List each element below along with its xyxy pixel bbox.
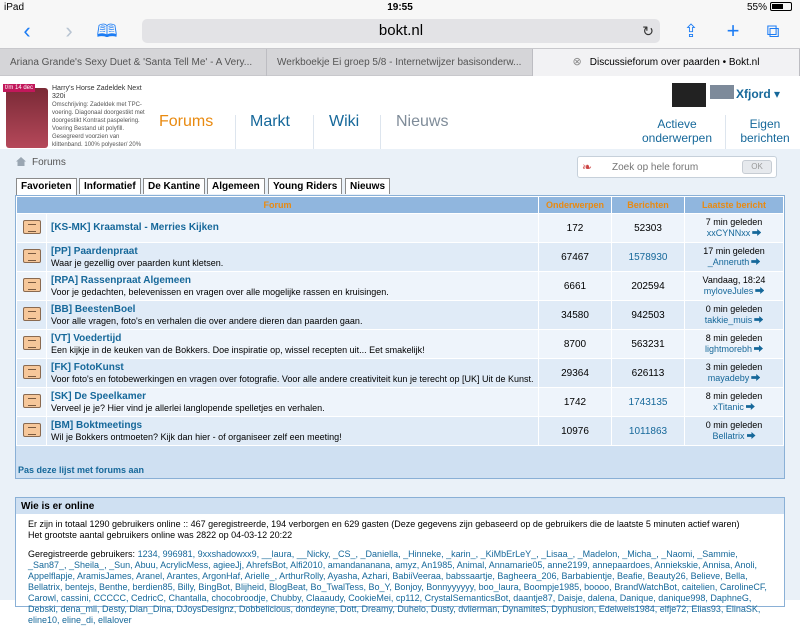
search-box <box>577 156 777 178</box>
forum-description: Voor alle vragen, foto's en verhalen die over andere dieren dan paarden gaan. <box>51 315 363 326</box>
forum-folder-icon <box>23 423 41 437</box>
own-posts-link[interactable]: Eigen berichten <box>740 117 790 145</box>
posts-count: 1578930 <box>612 243 685 272</box>
forum-title-cell <box>47 417 539 446</box>
topics-count: 172 <box>539 214 612 243</box>
ad-product-image <box>6 88 48 148</box>
forum-name-link[interactable]: [SK] De Speelkamer <box>51 390 147 402</box>
last-post-time: Vandaag, 18:24 <box>702 275 766 285</box>
nav-markt[interactable]: Markt <box>250 113 290 130</box>
forward-icon[interactable]: › <box>65 18 73 43</box>
topics-count: 1742 <box>539 388 612 417</box>
go-to-post-icon[interactable] <box>754 316 763 323</box>
topics-count: 34580 <box>539 301 612 330</box>
col-last-post: Laatste bericht <box>685 197 784 214</box>
forum-status-cell <box>17 417 47 446</box>
forum-name-link[interactable]: [KS-MK] Kraamstal - Merries Kijken <box>51 222 219 233</box>
online-heading: Wie is er online <box>16 498 784 515</box>
forum-folder-icon <box>23 278 41 292</box>
address-bar[interactable] <box>142 19 660 43</box>
share-icon[interactable]: ⇪ <box>683 21 699 41</box>
url-text: bokt.nl <box>378 22 424 39</box>
tab-de-kantine[interactable]: De Kantine <box>143 178 205 194</box>
go-to-post-icon[interactable] <box>752 229 761 236</box>
table-row[interactable] <box>17 388 784 417</box>
topics-count: 29364 <box>539 359 612 388</box>
forum-name-link[interactable]: [BB] BeestenBoel <box>51 303 136 315</box>
go-to-post-icon[interactable] <box>754 345 763 352</box>
last-post-user[interactable]: mayadeby <box>707 373 750 383</box>
close-tab-icon[interactable]: ⊗ <box>572 56 582 68</box>
last-post-time: 8 min geleden <box>705 391 763 401</box>
users-label: Geregistreerde gebruikers: <box>28 549 136 559</box>
forum-status-cell <box>17 272 47 301</box>
forum-folder-icon <box>23 336 41 350</box>
last-post-cell <box>685 417 784 446</box>
last-post-time: 0 min geleden <box>705 304 763 314</box>
online-record: Het grootste aantal gebruikers online was 2822 op 04-03-12 20:22 <box>28 530 293 540</box>
table-row[interactable] <box>17 301 784 330</box>
last-post-user[interactable]: xTitanic <box>713 402 744 412</box>
table-row[interactable] <box>17 330 784 359</box>
posts-count: 52303 <box>612 214 685 243</box>
battery-icon <box>770 2 792 11</box>
tab-label: Discussieforum over paarden • Bokt.nl <box>589 57 760 68</box>
forum-name-link[interactable]: [FK] FotoKunst <box>51 361 124 373</box>
last-post-time: 17 min geleden <box>703 246 765 256</box>
bookmarks-icon[interactable]: 🕮 <box>96 21 118 41</box>
posts-count: 563231 <box>612 330 685 359</box>
last-post-user[interactable]: xxCYNNxx <box>706 228 751 238</box>
tab-young-riders[interactable]: Young Riders <box>268 178 342 194</box>
forum-title-cell <box>47 243 539 272</box>
table-row[interactable] <box>17 417 784 446</box>
breadcrumb <box>16 157 66 168</box>
forum-status-cell <box>17 243 47 272</box>
tab-strip <box>0 48 800 76</box>
go-to-post-icon[interactable] <box>751 258 760 265</box>
forum-status-cell <box>17 330 47 359</box>
forum-description: Waar je gezellig over paarden kunt kletsen. <box>51 257 224 268</box>
forum-description: Voor je gedachten, belevenissen en vragen over alle mogelijke rassen en kruisingen. <box>51 286 389 297</box>
search-button[interactable]: OK <box>742 160 772 174</box>
avatar <box>672 83 706 107</box>
forum-status-cell <box>17 301 47 330</box>
browser-toolbar <box>0 16 800 48</box>
posts-count: 202594 <box>612 272 685 301</box>
clock: 19:55 <box>387 2 413 13</box>
col-topics: Onderwerpen <box>539 197 612 214</box>
table-row[interactable] <box>17 359 784 388</box>
online-summary: Er zijn in totaal 1290 gebruikers online :: 467 geregistreerde, 194 verborgen en 629 gasten (Deze gegevens zijn gebaseerd op de gebruikers die de laatste 5 minuten actief waren) <box>28 519 740 529</box>
col-forum: Forum <box>17 197 539 214</box>
last-post-cell <box>685 359 784 388</box>
forum-name-link[interactable]: [VT] Voedertijd <box>51 332 122 344</box>
topics-count: 8700 <box>539 330 612 359</box>
last-post-user[interactable]: Bellatrix <box>712 431 745 441</box>
breadcrumb-forums[interactable]: Forums <box>32 157 66 168</box>
last-post-cell <box>685 272 784 301</box>
posts-count: 1743135 <box>612 388 685 417</box>
last-post-time: 3 min geleden <box>705 362 763 372</box>
nav-divider <box>380 115 381 149</box>
tab-favorieten[interactable]: Favorieten <box>16 178 77 195</box>
content-area <box>0 149 800 625</box>
users-list[interactable]: 1234, 996981, 9xxshadowxx9, __laura, __Nicky, _CS_, _Daniella, _Hinneke, _karin_, _KiMbErLeY_, _Lisaa_, _Madelon, _Micha_, _Naomi, _Sammie, _San87_, _Sheila_, _Sun, Abuu, AcrylicMess, agieeJj, AhrefsBot, Alfi2010, amandananana, amyz, An1985, Animal, Annamarie05, anne2199, annepaardoes, Anniekskie, Annisa, Anoli, Appelflapje, AramisJames, Aranel, Arantes, ArgonHaf, Arielle_, ArthurRolly, Ayasha, Azhari, BabiiVeeraa, babssaartje, Bagheera_206, Barbabientje, Beafie, Beauty26, Believe, Bella, Bellatrix, bentejs, Benthe, berdien85, Billy, BingBot, Blijheid, BlogBeat, Bo_TwalTess, Bo_Y, Bonjoy, Bonnyyyyyy, boo_laura, Boompje1985, boooo, BrandWatchBot, caitelien, CarolineCF, Carowl, cassini, CCCCC, CedricC, Chantalla, chocobroodje, Chubby, Claaaudy, CookieMei, cp112, CrystalSemanticsBot, daantje87, Daisje, dalena, Danique, danique998, DaphneG, Debski, dena_mii, Desty, Dian_Dina, DJoysDesignz, Dobbelicious, dondeyne, Dott, Dreamy, Duhelo, Dusty, dvlierman, DynamiteS, Dyphusion, Edelweis1984, elfje72, Elias93, ElinaSK, eline10, eline_di, ellalover <box>28 549 767 625</box>
nav-nieuws[interactable]: Nieuws <box>396 113 449 130</box>
topics-count: 6661 <box>539 272 612 301</box>
device-label: iPad <box>4 2 25 13</box>
table-row[interactable] <box>17 272 784 301</box>
ad-description: Omschrijving: Zadeldek met TPC-voering. Diagonaal doorgestikt met doorgestikt Kontrast paspelering. Voering Bestand uit polyfill. Gesegreerd voorzien van klittenband. 100% polyester/ 20% <box>52 102 145 148</box>
go-to-post-icon[interactable] <box>747 432 756 439</box>
username: Xfjord <box>736 87 771 101</box>
ad-badge: t/m 14 dec <box>5 85 34 91</box>
customize-forum-list-link[interactable]: Pas deze lijst met forums aan <box>18 465 145 475</box>
last-post-cell <box>685 243 784 272</box>
tab-algemeen[interactable]: Algemeen <box>207 178 265 194</box>
last-post-user[interactable]: takkie_muis <box>704 315 753 325</box>
forum-description: Een kijkje in de keuken van de Bokkers. Doe inspiratie op, wissel recepten uit... Eet smakelijk! <box>51 344 425 355</box>
forum-title-cell <box>47 359 539 388</box>
forum-folder-icon <box>23 394 41 408</box>
home-icon[interactable] <box>16 157 26 166</box>
battery-percent: 55% <box>746 2 767 13</box>
tab-nieuws[interactable]: Nieuws <box>345 178 390 194</box>
forum-list <box>16 196 784 446</box>
site-header <box>0 77 800 149</box>
last-post-user[interactable]: myloveJules <box>703 286 754 296</box>
posts-count: 942503 <box>612 301 685 330</box>
col-posts: Berichten <box>612 197 685 214</box>
advertisement[interactable] <box>0 82 148 148</box>
go-to-post-icon[interactable] <box>755 287 764 294</box>
forum-title-cell <box>47 301 539 330</box>
table-row[interactable] <box>17 214 784 243</box>
tab-label: Ariana Grande's Sexy Duet & 'Santa Tell Me' - A Very... <box>10 57 253 68</box>
battery-indicator <box>747 2 792 13</box>
forum-description: Wil je Bokkers ontmoeten? Kijk dan hier - of organiseer zelf een meeting! <box>51 431 342 442</box>
new-tab-icon[interactable]: + <box>726 18 740 43</box>
posts-count: 626113 <box>612 359 685 388</box>
topics-count: 67467 <box>539 243 612 272</box>
nav-divider <box>235 115 236 149</box>
posts-count: 1011863 <box>612 417 685 446</box>
forum-title-cell <box>47 272 539 301</box>
nav-wiki[interactable]: Wiki <box>329 113 360 130</box>
forum-title-cell <box>47 214 539 243</box>
forum-title-cell <box>47 330 539 359</box>
last-post-time: 8 min geleden <box>705 333 763 343</box>
forum-table <box>15 195 785 479</box>
ad-title: Harry's Horse Zadeldek Next 320i <box>52 85 142 100</box>
forum-name-link[interactable]: [RPA] Rassenpraat Algemeen <box>51 274 192 286</box>
horse-logo-icon: ❧ <box>582 160 593 174</box>
last-post-cell <box>685 214 784 243</box>
go-to-post-icon[interactable] <box>746 403 755 410</box>
last-post-cell <box>685 330 784 359</box>
forum-folder-icon <box>23 220 41 234</box>
forum-folder-icon <box>23 307 41 321</box>
last-post-cell <box>685 301 784 330</box>
forum-status-cell <box>17 388 47 417</box>
topics-count: 10976 <box>539 417 612 446</box>
forum-description: Voor foto's en fotobewerkingen en vragen over fotografie. Voor alle andere creativiteit kun je terecht op [UK] Uit de Kunst. <box>51 373 534 384</box>
forum-status-cell <box>17 359 47 388</box>
forum-folder-icon <box>23 365 41 379</box>
forum-name-link[interactable]: [BM] Boktmeetings <box>51 419 143 431</box>
nav-divider <box>313 115 314 149</box>
search-input[interactable] <box>612 159 742 175</box>
back-icon[interactable]: ‹ <box>23 18 31 43</box>
forum-status-cell <box>17 214 47 243</box>
nav-forums[interactable]: Forums <box>159 113 214 130</box>
last-post-cell <box>685 388 784 417</box>
active-topics-link[interactable]: Actieve onderwerpen <box>641 117 713 145</box>
chevron-down-icon: ▾ <box>774 87 781 101</box>
registered-users <box>28 549 772 626</box>
forum-description: Verveel je je? Hier vind je allerlei langlopende spelletjes en verhalen. <box>51 402 325 413</box>
forum-folder-icon <box>23 249 41 263</box>
forum-title-cell <box>47 388 539 417</box>
last-post-time: 7 min geleden <box>705 217 763 227</box>
last-post-user[interactable]: lightmorebh <box>704 344 753 354</box>
go-to-post-icon[interactable] <box>751 374 760 381</box>
tab-werkboekje[interactable] <box>267 49 533 76</box>
forum-name-link[interactable]: [PP] Paardenpraat <box>51 245 138 257</box>
tab-bokt[interactable] <box>533 49 800 76</box>
tab-label: Werkboekje Ei groep 5/8 - Internetwijzer basisonderw... <box>277 57 522 68</box>
table-row[interactable] <box>17 243 784 272</box>
last-post-time: 0 min geleden <box>705 420 763 430</box>
tab-informatief[interactable]: Informatief <box>79 178 141 194</box>
user-thumbnail <box>710 85 734 99</box>
last-post-user[interactable]: _Anneruth <box>707 257 750 267</box>
reload-icon[interactable]: ↻ <box>642 23 654 39</box>
ad-text <box>52 85 146 157</box>
tab-ariana[interactable] <box>0 49 267 76</box>
tabs-overview-icon[interactable]: ⧉ <box>766 21 780 41</box>
nav-divider <box>725 115 726 149</box>
status-bar <box>0 0 800 16</box>
who-is-online <box>15 497 785 625</box>
table-header <box>17 197 784 214</box>
